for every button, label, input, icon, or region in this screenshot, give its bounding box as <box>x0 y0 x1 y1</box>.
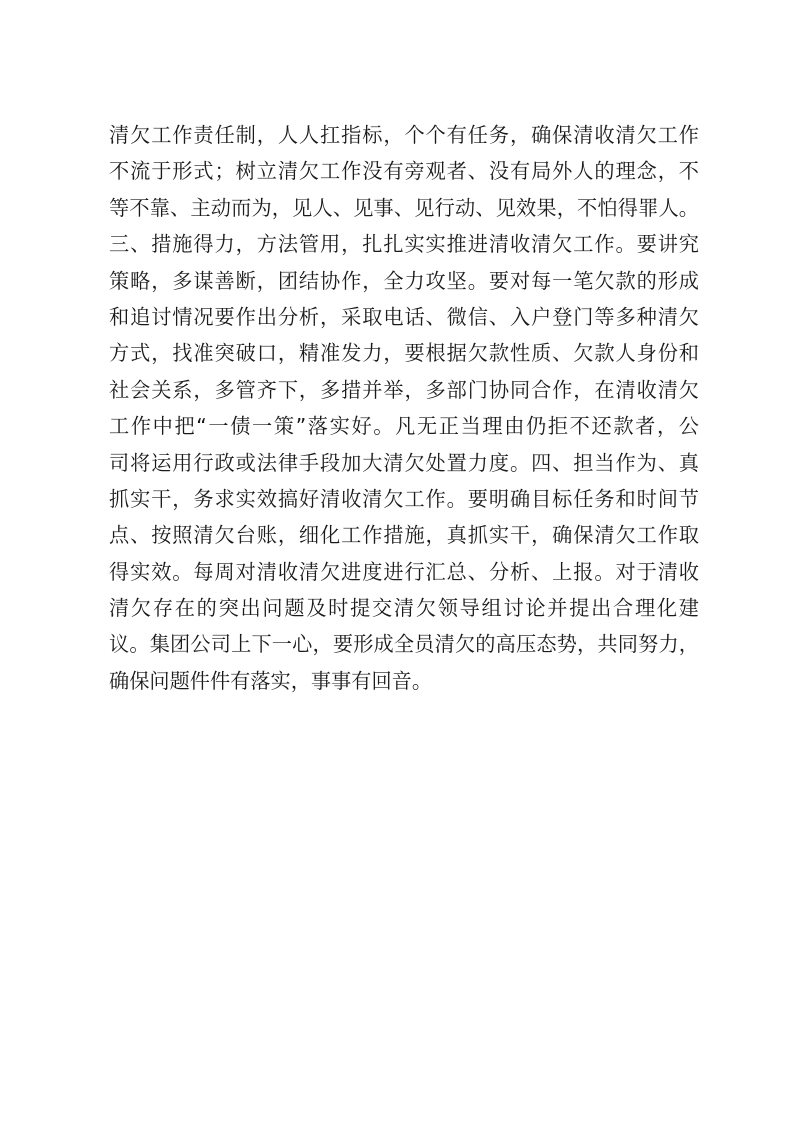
text-line-2: 不流于形式；树立清欠工作没有旁观者、没有局外人的理念，不 <box>109 159 699 184</box>
text-line-10: 司将运用行政或法律手段加大清欠处置力度。四、担当作为、真 <box>109 450 699 475</box>
text-line-5: 策略，多谋善断，团结协作，全力攻坚。要对每一笔欠款的形成 <box>109 268 699 293</box>
body-paragraph <box>109 117 699 699</box>
text-line-11: 抓实干，务求实效搞好清收清欠工作。要明确目标任务和时间节 <box>109 486 699 511</box>
text-line-1: 清欠工作责任制，人人扛指标，个个有任务，确保清收清欠工作 <box>109 123 699 147</box>
text-line-4: 三、措施得力，方法管用，扎扎实实推进清收清欠工作。要讲究 <box>109 232 699 257</box>
text-line-6: 和追讨情况要作出分析，采取电话、微信、入户登门等多种清欠 <box>109 304 699 329</box>
text-line-3: 等不靠、主动而为，见人、见事、见行动、见效果，不怕得罪人。 <box>109 195 699 220</box>
text-line-7: 方式，找准突破口，精准发力，要根据欠款性质、欠款人身份和 <box>109 341 699 366</box>
text-line-15: 议。集团公司上下一心，要形成全员清欠的高压态势，共同努力， <box>109 632 699 657</box>
text-line-9: 工作中把“一债一策”落实好。凡无正当理由仍拒不还款者，公 <box>109 414 699 439</box>
text-line-12: 点、按照清欠台账，细化工作措施，真抓实干，确保清欠工作取 <box>109 523 699 548</box>
text-line-13: 得实效。每周对清收清欠进度进行汇总、分析、上报。对于清收 <box>109 559 699 584</box>
text-line-14: 清欠存在的突出问题及时提交清欠领导组讨论并提出合理化建 <box>109 596 699 621</box>
text-line-16: 确保问题件件有落实，事事有回音。 <box>109 668 433 693</box>
text-line-8: 社会关系，多管齐下，多措并举，多部门协同合作，在清收清欠 <box>109 377 699 402</box>
